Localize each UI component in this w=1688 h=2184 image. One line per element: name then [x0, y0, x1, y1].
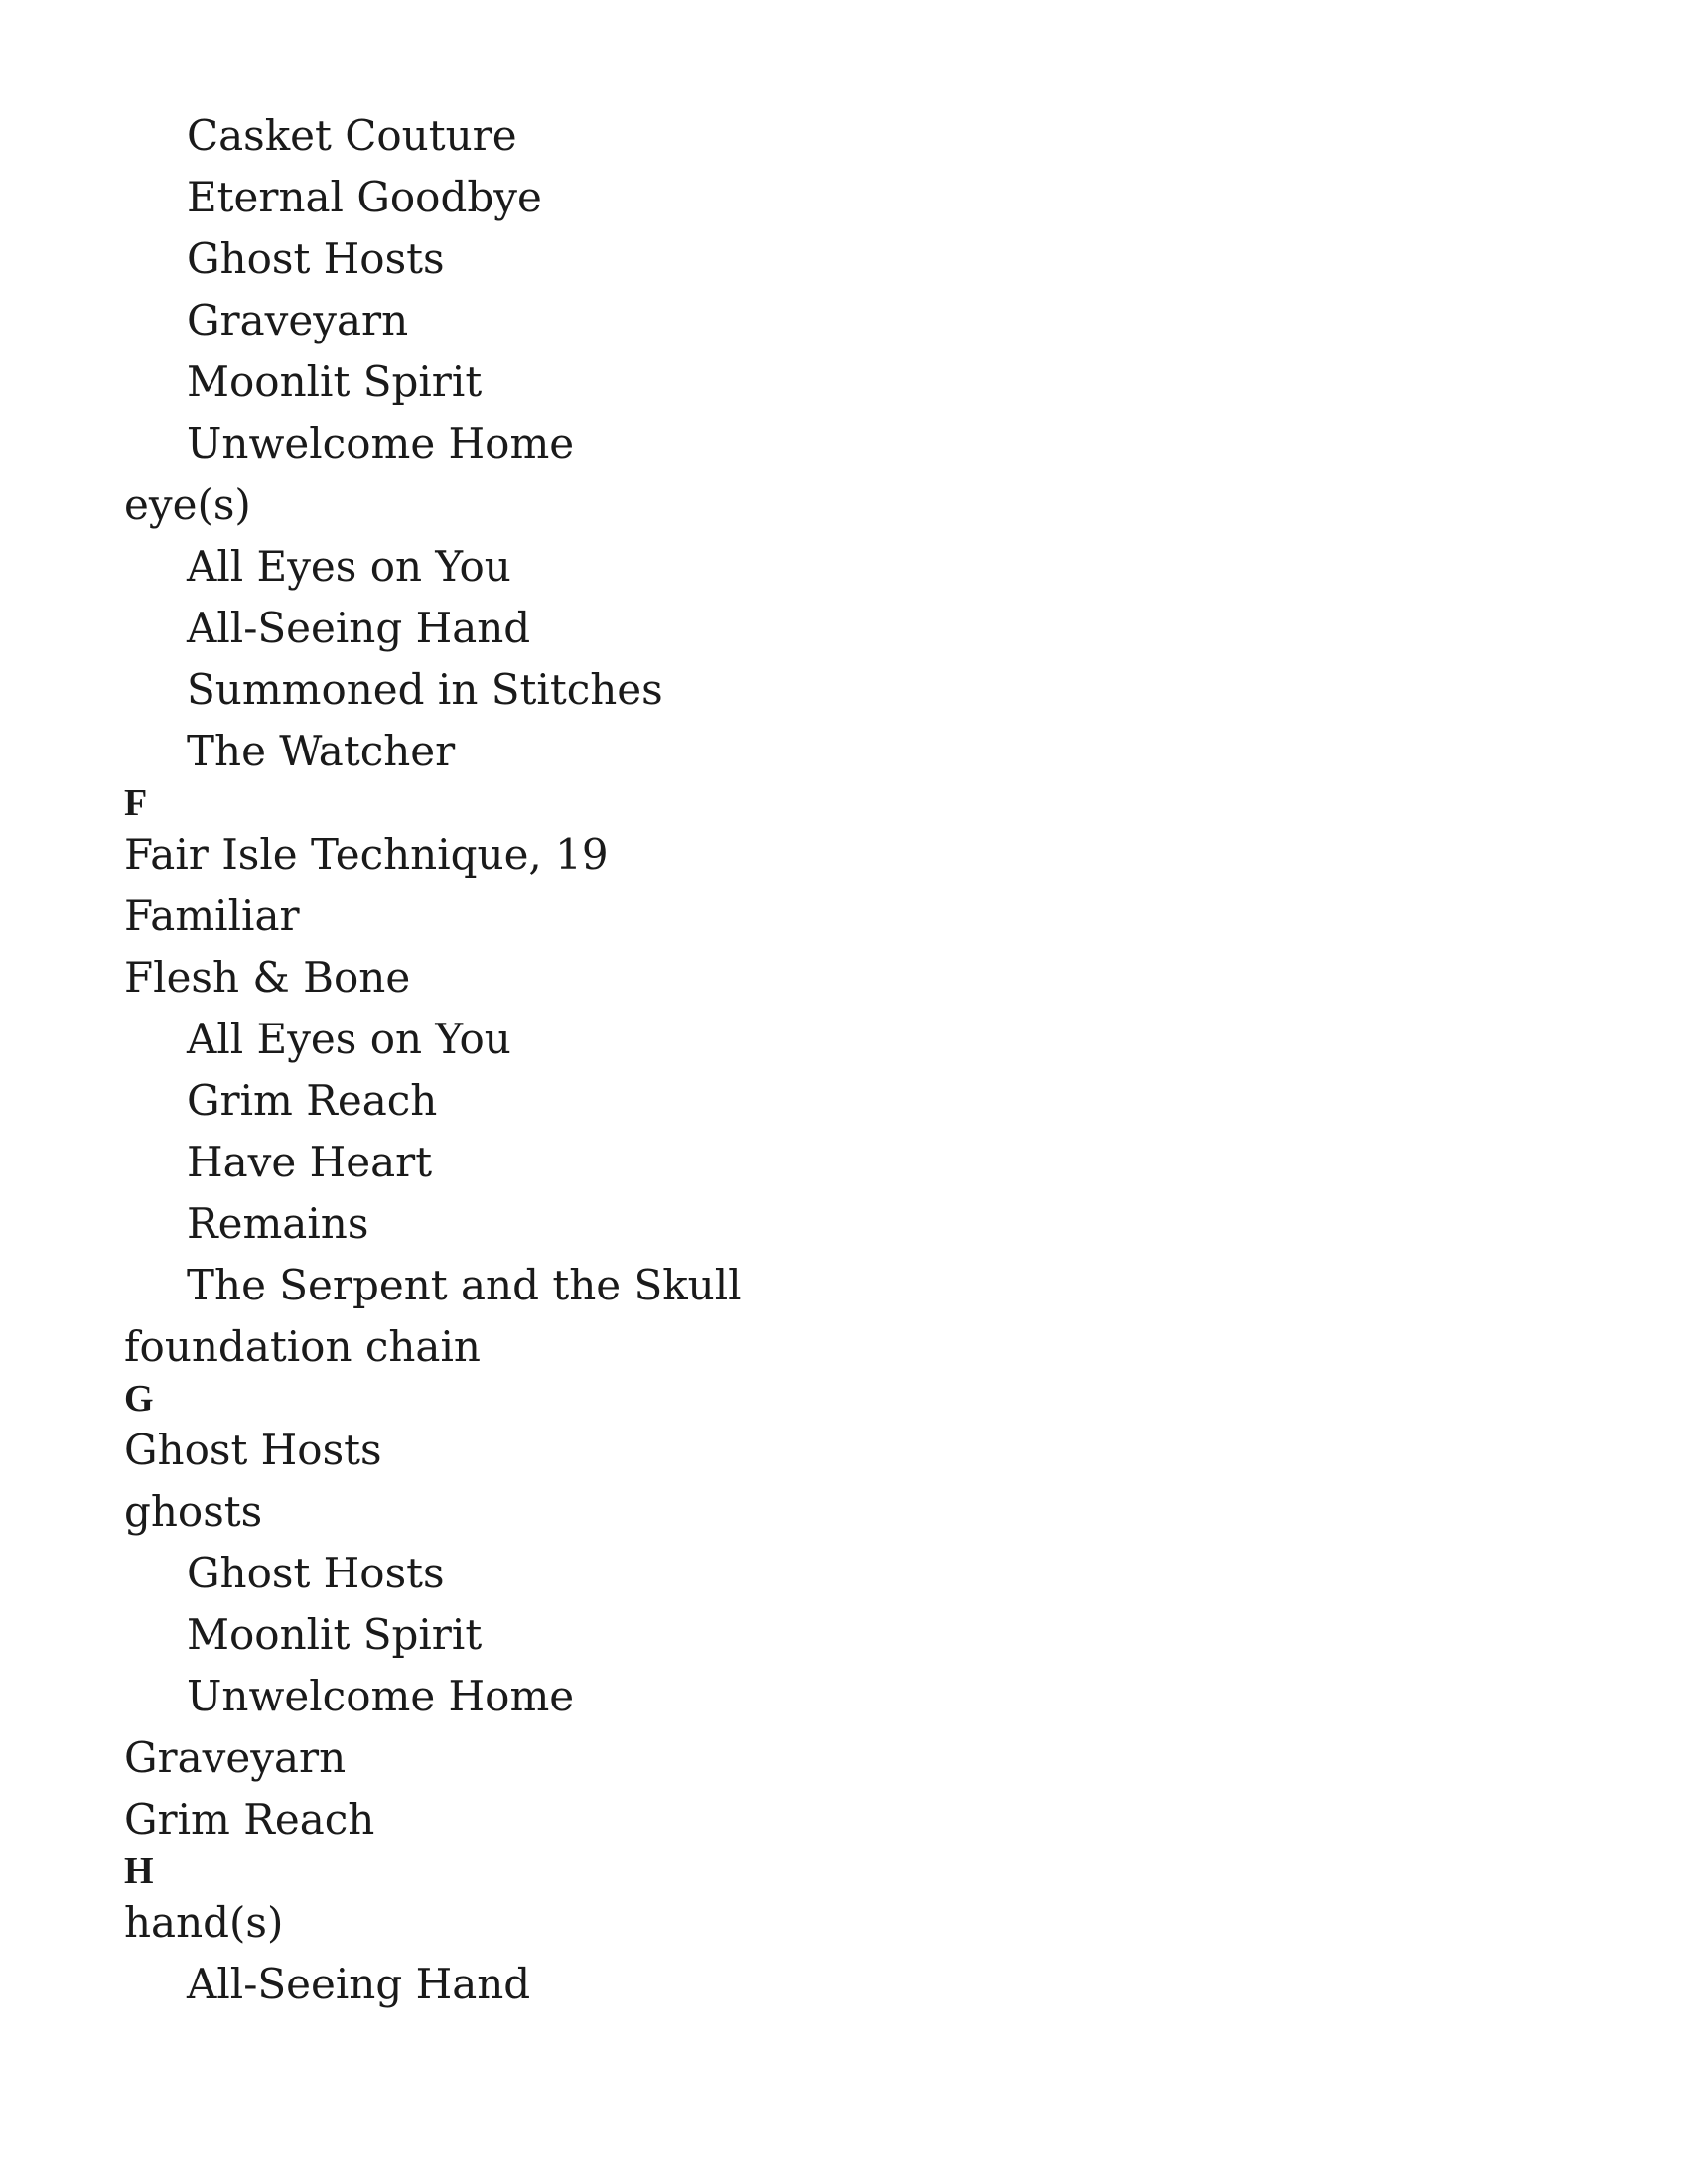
index-subentry: The Serpent and the Skull: [187, 1261, 742, 1309]
index-subentry: Grim Reach: [187, 1076, 438, 1125]
index-subentry: Unwelcome Home: [187, 1672, 575, 1720]
index-subentry: Have Heart: [187, 1138, 433, 1186]
index-letter-heading-g: G: [124, 1378, 154, 1420]
index-subentry: Eternal Goodbye: [187, 173, 542, 221]
index-subentry: Casket Couture: [187, 111, 517, 160]
index-page: [124, 105, 1564, 2015]
index-term-ghost-hosts: Ghost Hosts: [124, 1426, 382, 1474]
index-subentry: Summoned in Stitches: [187, 665, 663, 714]
index-term-grim-reach: Grim Reach: [124, 1795, 375, 1843]
index-subentry: Remains: [187, 1199, 369, 1248]
index-subentry: Graveyarn: [187, 296, 409, 344]
index-subentry: All-Seeing Hand: [187, 604, 531, 652]
index-term-hands: hand(s): [124, 1898, 284, 1947]
index-term-ghosts: ghosts: [124, 1487, 263, 1536]
index-subentry: Ghost Hosts: [187, 1549, 445, 1597]
index-subentry: All Eyes on You: [187, 542, 511, 591]
index-term-fair-isle: Fair Isle Technique, 19: [124, 830, 609, 879]
index-term-familiar: Familiar: [124, 891, 300, 940]
index-term-flesh-bone: Flesh & Bone: [124, 953, 411, 1002]
index-subentry: All Eyes on You: [187, 1015, 511, 1063]
index-term-eyes: eye(s): [124, 480, 251, 529]
index-letter-heading-f: F: [124, 782, 148, 824]
index-subentry: All-Seeing Hand: [187, 1960, 531, 2008]
index-subentry: Unwelcome Home: [187, 419, 575, 468]
index-letter-heading-h: H: [124, 1850, 154, 1892]
index-subentry: Ghost Hosts: [187, 234, 445, 283]
index-subentry: The Watcher: [187, 727, 456, 775]
index-subentry: Moonlit Spirit: [187, 1610, 483, 1659]
index-subentry: Moonlit Spirit: [187, 357, 483, 406]
index-term-graveyarn: Graveyarn: [124, 1733, 347, 1782]
index-term-foundation-chain: foundation chain: [124, 1322, 481, 1371]
